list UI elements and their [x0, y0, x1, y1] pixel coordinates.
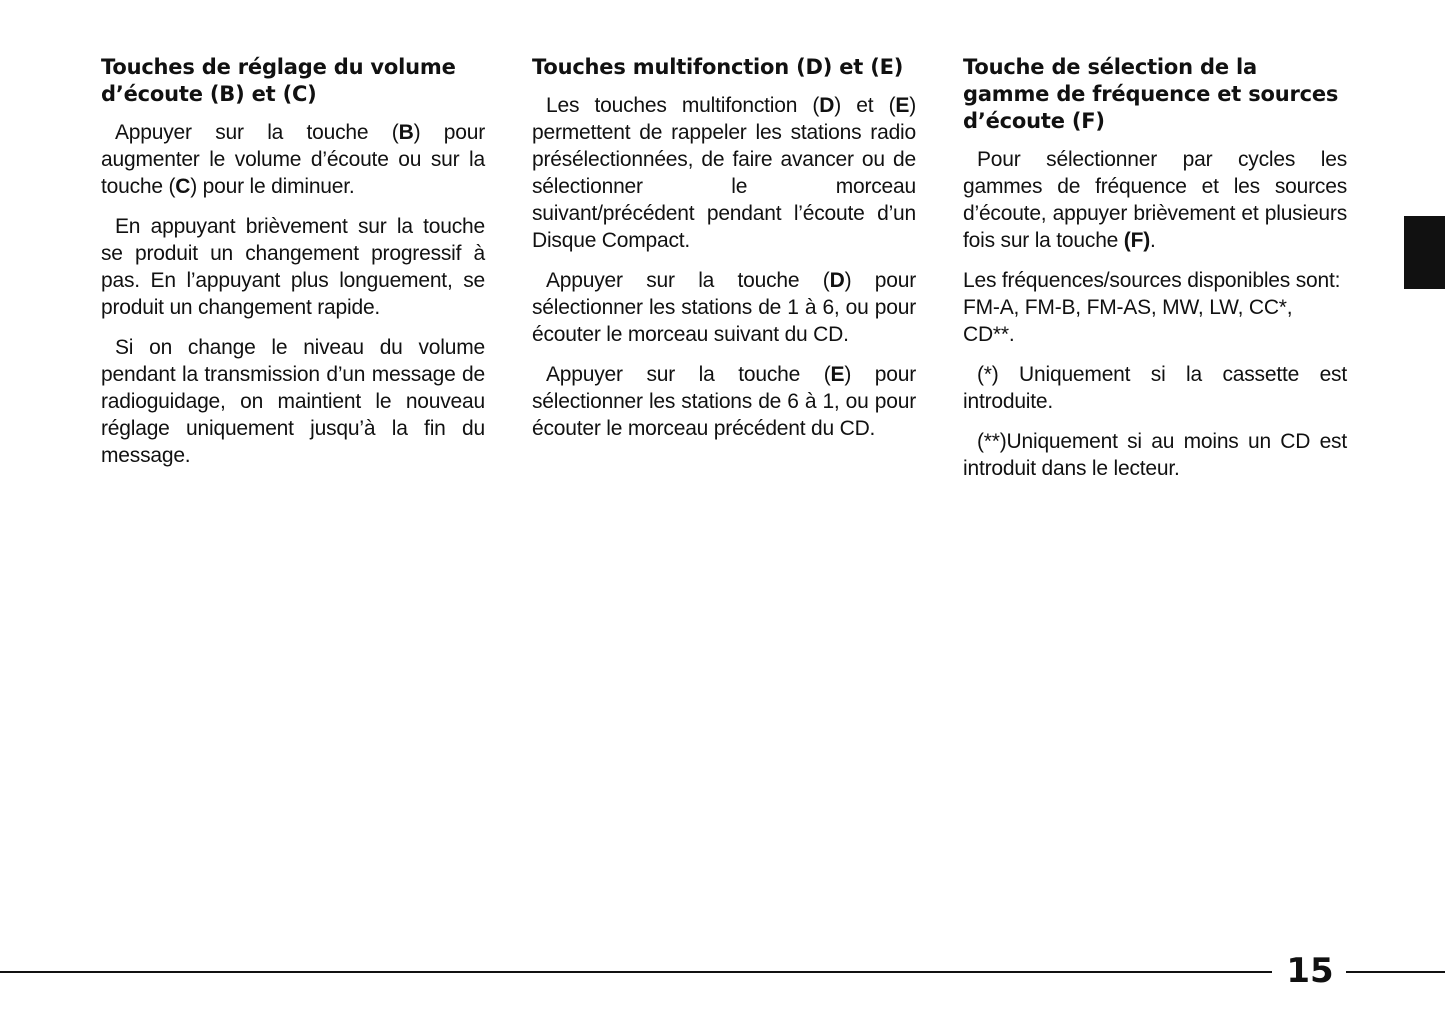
key-label-e: E [830, 363, 845, 386]
heading-volume-keys: Touches de réglage du volume d’écoute (B) et (C) [101, 55, 456, 106]
key-label-d: D [829, 269, 845, 292]
column-band-selection [963, 54, 1347, 495]
heading-band-selection: Touche de sélection de la gamme de fréquence et sources d’écoute (F) [963, 55, 1339, 133]
paragraph-available-sources: Les fréquences/sources disponibles sont: FM-A, FM-B, FM-AS, MW, LW, CC*, CD**. [963, 269, 1341, 346]
paragraph-volume-press: En appuyant brièvement sur la touche se produit un changement progressif à pas. En l’appuyant plus longuement, se produit un changement rapide. [101, 215, 485, 319]
key-label-f: (F) [1123, 229, 1151, 252]
paragraph-key-d: Appuyer sur la touche (D) pour sélectionner les stations de 1 à 6, ou pour écouter le morceau suivant du CD. [532, 269, 916, 346]
key-label-d: D [819, 94, 835, 117]
column-volume-keys [101, 54, 485, 482]
paragraph-volume-up-down: Appuyer sur la touche (B) pour augmenter le volume d’écoute ou sur la touche (C) pour le diminuer. [101, 121, 485, 198]
footer-rule-left [0, 971, 1272, 973]
footnote-cassette: (*) Uniquement si la cassette est introduite. [963, 363, 1347, 413]
key-label-e: E [895, 94, 910, 117]
paragraph-band-cycle: Pour sélectionner par cycles les gammes de fréquence et les sources d’écoute, appuyer brièvement et plusieurs fois sur la touche (F). [963, 148, 1347, 252]
paragraph-volume-traffic: Si on change le niveau du volume pendant la transmission d’un message de radioguidage, on maintient le nouveau réglage uniquement jusqu’à la fin du message. [101, 336, 485, 467]
footer-rule-right [1346, 971, 1445, 973]
key-label-b: B [398, 121, 414, 144]
column-multifunction-keys [532, 54, 916, 455]
footnote-cd: (**)Uniquement si au moins un CD est introduit dans le lecteur. [963, 430, 1347, 480]
heading-multifunction-keys: Touches multifonction (D) et (E) [532, 55, 904, 79]
key-label-c: C [175, 175, 191, 198]
paragraph-key-e: Appuyer sur la touche (E) pour sélectionner les stations de 6 à 1, ou pour écouter le morceau précédent du CD. [532, 363, 916, 440]
page-number: 15 [1286, 951, 1334, 991]
section-thumb-tab [1404, 216, 1445, 289]
paragraph-multifunction-intro: Les touches multifonction (D) et (E) permettent de rappeler les stations radio présélectionnées, de faire avancer ou de sélectionner le morceau suivant/précédent pendant l’écoute d’un Disque Compact. [532, 94, 916, 252]
